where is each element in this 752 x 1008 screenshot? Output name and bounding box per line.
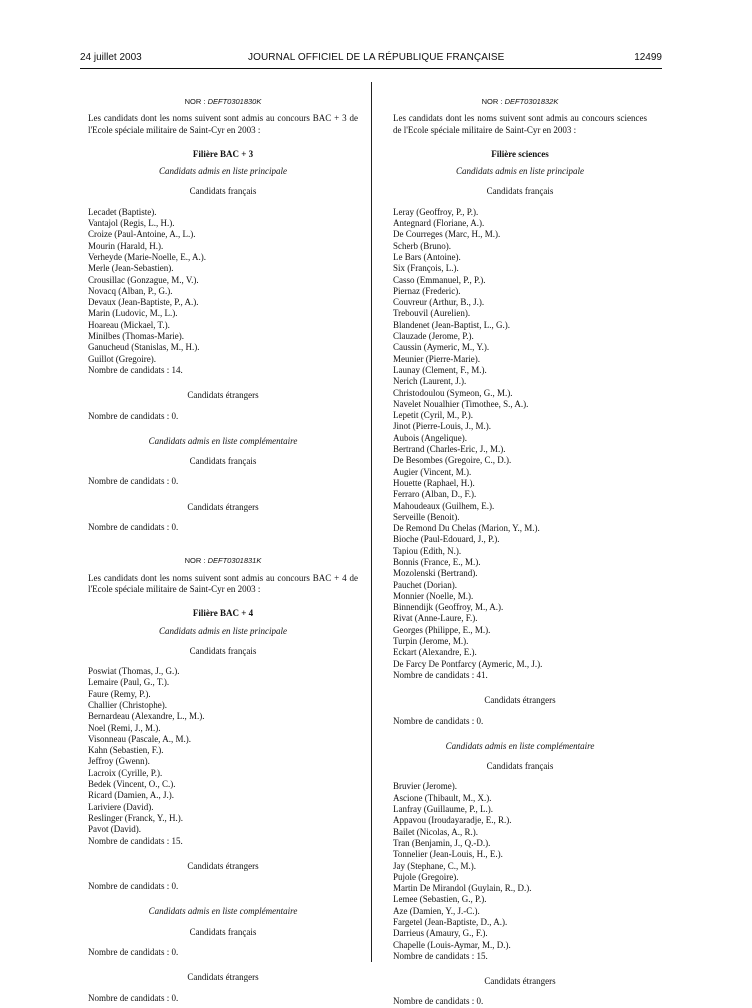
decree-bac3 (88, 96, 358, 533)
candidate-name: Mahoudeaux (Guilhem, E.). (393, 500, 495, 511)
candidate-name: Chapelle (Louis-Aymar, M., D.). (393, 939, 511, 950)
candidate-list (88, 207, 358, 365)
candidate-count: Nombre de candidats : 0. (88, 410, 179, 421)
right-column (393, 96, 647, 1008)
nor-code: DEFT0301831K (207, 556, 262, 566)
candidate-name: Pujole (Gregoire). (393, 871, 459, 882)
candidate-name: Marin (Ludovic, M., L.). (88, 308, 178, 319)
subheading-francais: Candidats français (189, 926, 257, 937)
candidate-name: Nerich (Laurent, J.). (393, 376, 467, 387)
candidate-name: Tapiou (Edith, N.). (393, 545, 462, 556)
candidate-name: Croize (Paul-Antoine, A., L.). (88, 229, 196, 240)
candidate-count: Nombre de candidats : 41. (393, 669, 488, 680)
subheading-francais: Candidats français (189, 645, 257, 656)
candidate-name: Navelet Noualhier (Timothee, S., A.). (393, 398, 529, 409)
subheading-francais: Candidats français (189, 186, 257, 197)
candidate-name: Lariviere (David). (88, 801, 154, 812)
candidate-name: Lemaire (Paul, G., T.). (88, 677, 170, 688)
column-divider (371, 82, 372, 962)
decree-intro: Les candidats dont les noms suivent sont admis au concours sciences de l'Ecole spéciale militaire de Saint-Cyr en 2003 : (393, 113, 647, 135)
candidate-name: Verheyde (Marie-Noelle, E., A.). (88, 251, 206, 262)
candidate-name: Georges (Philippe, E., M.). (393, 624, 491, 635)
decree-sciences (393, 96, 647, 1008)
header-rule (80, 68, 662, 69)
candidate-name: Turpin (Jerome, M.). (393, 636, 469, 647)
candidate-count: Nombre de candidats : 0. (88, 476, 179, 487)
subheading-etrangers: Candidats étrangers (187, 390, 259, 401)
candidate-name: Lepetit (Cyril, M., P.). (393, 410, 473, 421)
candidate-name: Clauzade (Jerome, P.). (393, 331, 474, 342)
candidate-name: Faure (Remy, P.). (88, 688, 151, 699)
candidate-count: Nombre de candidats : 0. (88, 522, 179, 533)
list-heading-principale: Candidats admis en liste principale (159, 166, 287, 177)
candidate-name: Blandenet (Jean-Baptist, L., G.). (393, 319, 510, 330)
candidate-name: Launay (Clement, F., M.). (393, 364, 487, 375)
candidate-name: Vantajol (Regis, L., H.). (88, 218, 175, 229)
candidate-name: Ascione (Thibault, M., X.). (393, 792, 492, 803)
list-heading-principale: Candidats admis en liste principale (456, 166, 584, 177)
candidate-name: Tonnelier (Jean-Louis, H., E.). (393, 849, 503, 860)
candidate-name: Challier (Christophe). (88, 699, 167, 710)
candidate-name: Serveille (Benoit). (393, 511, 460, 522)
candidate-name: Aze (Damien, Y., J.-C.). (393, 905, 480, 916)
candidate-name: Bertrand (Charles-Eric, J., M.). (393, 444, 506, 455)
candidate-name: Fargetel (Jean-Baptiste, D., A.). (393, 917, 508, 927)
list-heading-complementaire: Candidats admis en liste complémentaire (445, 740, 595, 751)
candidate-list (88, 666, 358, 835)
list-heading-complementaire: Candidats admis en liste complémentaire (148, 906, 298, 917)
candidate-name: Trebouvil (Aurelien). (393, 308, 471, 319)
candidate-name: Meunier (Pierre-Marie). (393, 353, 480, 364)
subheading-etrangers: Candidats étrangers (484, 976, 556, 987)
candidate-count: Nombre de candidats : 15. (88, 835, 183, 846)
candidate-name: Hoareau (Mickael, T.). (88, 319, 170, 330)
candidate-name: Binnendijk (Geoffroy, M., A.). (393, 602, 504, 613)
candidate-name: Noel (Remi, J., M.). (88, 722, 161, 733)
candidate-name: Bonnis (France, E., M.). (393, 556, 481, 567)
candidate-name: Le Bars (Antoine). (393, 251, 461, 262)
candidate-name: Appavou (Iroudayaradje, E., R.). (393, 815, 512, 826)
candidate-name: Pavot (David). (88, 824, 141, 835)
candidate-name: Pauchet (Dorian). (393, 579, 457, 590)
candidate-name: De Farcy De Pontfarcy (Aymeric, M., J.). (393, 658, 543, 669)
subheading-etrangers: Candidats étrangers (484, 695, 556, 706)
candidate-name: Antegnard (Floriane, A.). (393, 218, 485, 229)
candidate-name: Augier (Vincent, M.). (393, 466, 472, 477)
candidate-name: Novacq (Alban, P., G.). (88, 285, 173, 296)
list-heading-principale: Candidats admis en liste principale (159, 625, 287, 636)
filiere-title: Filière sciences (491, 148, 549, 159)
candidate-name: Leray (Geoffroy, P., P.). (393, 206, 479, 217)
candidate-name: Couvreur (Arthur, B., J.). (393, 297, 485, 308)
subheading-etrangers: Candidats étrangers (187, 972, 259, 983)
candidate-name: Jeffroy (Gwenn). (88, 756, 150, 767)
candidate-name: Lacroix (Cyrille, P.). (88, 767, 163, 778)
nor-reference (88, 555, 358, 566)
candidate-name: Houette (Raphael, H.). (393, 477, 475, 488)
nor-code: DEFT0301830K (207, 97, 262, 106)
nor-label: NOR : (481, 97, 503, 106)
decree-bac4 (88, 555, 358, 1004)
candidate-name: Devaux (Jean-Baptiste, P., A.). (88, 297, 199, 308)
candidate-name: Darrieus (Amaury, G., F.). (393, 928, 488, 939)
candidate-name: Ferraro (Alban, D., F.). (393, 489, 477, 500)
candidate-name: Christodoulou (Symeon, G., M.). (393, 387, 513, 398)
candidate-name: Bedek (Vincent, O., C.). (88, 779, 176, 790)
candidate-name: Tran (Benjamin, J., Q.-D.). (393, 837, 491, 848)
candidate-name: Bernardeau (Alexandre, L., M.). (88, 711, 205, 722)
subheading-etrangers: Candidats étrangers (187, 501, 259, 512)
filiere-title: Filière BAC + 3 (192, 148, 254, 159)
candidate-name: Merle (Jean-Sebastien). (88, 263, 174, 274)
nor-code: DEFT0301832K (504, 97, 559, 106)
candidate-count: Nombre de candidats : 0. (88, 947, 179, 958)
candidate-count: Nombre de candidats : 0. (393, 715, 484, 726)
candidate-name: Martin De Mirandol (Guylain, R., D.). (393, 883, 532, 894)
candidate-name: Caussin (Aymeric, M., Y.). (393, 342, 490, 353)
candidate-count: Nombre de candidats : 14. (88, 364, 183, 375)
candidate-name: Poswiat (Thomas, J., G.). (88, 666, 180, 677)
candidate-name: De Remond Du Chelas (Marion, Y., M.). (393, 523, 540, 534)
candidate-count: Nombre de candidats : 15. (393, 950, 488, 961)
nor-label: NOR : (184, 556, 206, 566)
candidate-name: Crousillac (Gonzague, M., V.). (88, 274, 199, 285)
candidate-name: Kahn (Sebastien, F.). (88, 745, 164, 756)
subheading-francais: Candidats français (189, 456, 257, 467)
candidate-name: Guillot (Gregoire). (88, 353, 156, 364)
candidate-name: Bailet (Nicolas, A., R.). (393, 826, 478, 837)
candidate-name: Ganucheud (Stanislas, M., H.). (88, 342, 200, 353)
header-date: 24 juillet 2003 (80, 52, 142, 63)
candidate-name: De Courreges (Marc, H., M.). (393, 229, 501, 240)
decree-intro: Les candidats dont les noms suivent sont admis au concours BAC + 4 de l'Ecole spéciale militaire de Saint-Cyr en 2003 : (88, 572, 358, 594)
candidate-name: Minilbes (Thomas-Marie). (88, 331, 184, 342)
candidate-name: Visonneau (Pascale, A., M.). (88, 733, 191, 744)
candidate-name: Mourin (Harald, H.). (88, 240, 164, 251)
candidate-name: Aubois (Angelique). (393, 432, 467, 443)
candidate-count: Nombre de candidats : 0. (393, 996, 484, 1007)
candidate-name: Lanfray (Guillaume, P., L.). (393, 804, 493, 815)
candidate-name: Scherb (Bruno). (393, 240, 451, 251)
candidate-name: Piernaz (Frederic). (393, 285, 461, 296)
candidate-name: Six (François, L.). (393, 263, 459, 274)
subheading-etrangers: Candidats étrangers (187, 860, 259, 871)
left-column (88, 96, 358, 1004)
candidate-name: Casso (Emmanuel, P., P.). (393, 274, 486, 285)
candidate-name: Eckart (Alexandre, E.). (393, 647, 477, 658)
list-heading-complementaire: Candidats admis en liste complémentaire (148, 435, 298, 446)
candidate-list (393, 781, 647, 950)
journal-title: JOURNAL OFFICIEL DE LA RÉPUBLIQUE FRANÇAISE (248, 52, 505, 63)
candidate-name: Jinot (Pierre-Louis, J., M.). (393, 421, 491, 432)
nor-label: NOR : (184, 97, 206, 106)
subheading-francais: Candidats français (486, 761, 554, 772)
nor-reference (88, 96, 358, 107)
candidate-name: Lecadet (Baptiste). (88, 206, 157, 217)
nor-reference (393, 96, 647, 107)
candidate-name: De Besombes (Gregoire, C., D.). (393, 455, 512, 466)
page-number: 12499 (634, 52, 662, 63)
candidate-name: Lemee (Sebastien, G., P.). (393, 894, 487, 905)
candidate-name: Rivat (Anne-Laure, F.). (393, 613, 478, 624)
subheading-francais: Candidats français (486, 186, 554, 197)
candidate-count: Nombre de candidats : 0. (88, 992, 179, 1003)
candidate-name: Reslinger (Franck, Y., H.). (88, 812, 183, 823)
candidate-name: Monnier (Noelle, M.). (393, 590, 474, 601)
decree-intro: Les candidats dont les noms suivent sont admis au concours BAC + 3 de l'Ecole spéciale militaire de Saint-Cyr en 2003 : (88, 113, 358, 135)
candidate-count: Nombre de candidats : 0. (88, 881, 179, 892)
candidate-name: Jay (Stephane, C., M.). (393, 860, 476, 871)
candidate-name: Bruvier (Jerome). (393, 781, 457, 792)
candidate-name: Mozolenski (Bertrand). (393, 568, 478, 579)
candidate-list (393, 207, 647, 670)
candidate-name: Bioche (Paul-Edouard, J., P.). (393, 534, 500, 545)
candidate-name: Ricard (Damien, A., J.). (88, 790, 174, 801)
filiere-title: Filière BAC + 4 (192, 608, 254, 619)
